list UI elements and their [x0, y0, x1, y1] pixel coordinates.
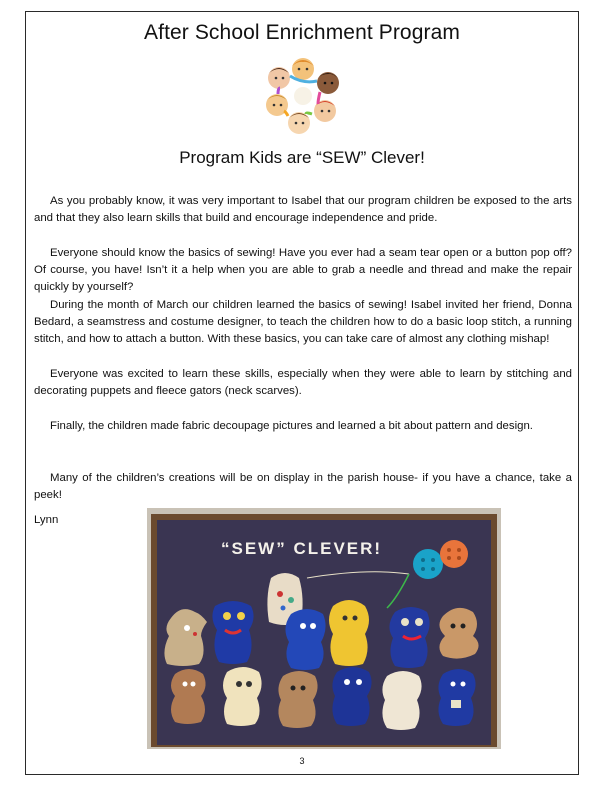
puppet: [382, 671, 421, 730]
document-page: [25, 11, 579, 775]
orange-button-icon: [440, 540, 468, 568]
paragraph: As you probably know, it was very important to Isabel that our program children be exposed to the arts and that they also learn skills that build and encourage independence and pride.: [34, 195, 572, 224]
puppet: [212, 601, 253, 664]
puppet: [278, 671, 317, 728]
puppet: [171, 669, 206, 724]
article-heading: Program Kids are “SEW” Clever!: [179, 148, 425, 167]
puppet: [285, 609, 325, 670]
kid-face-icon: [266, 58, 339, 134]
puppet: [439, 608, 478, 659]
page-title: After School Enrichment Program: [144, 21, 460, 44]
page-number: 3: [299, 756, 305, 766]
puppet: [223, 667, 262, 726]
puppet: [389, 607, 429, 668]
children-circle-logo: [262, 56, 344, 136]
paragraph: Many of the children’s creations will be on display in the parish house- if you have a chance, take a peek!: [34, 472, 572, 501]
puppet: [332, 667, 371, 726]
bulletin-board-photo: [147, 508, 501, 749]
paragraph: Finally, the children made fabric decoupage pictures and learned a bit about pattern and design.: [50, 420, 533, 432]
signature: Lynn: [34, 514, 59, 526]
board-title: “SEW” CLEVER!: [221, 539, 383, 558]
puppet: [329, 600, 369, 666]
paragraph: During the month of March our children learned the basics of sewing! Isabel invited her friend, Donna Bedard, a seamstress and costume designer, to teach the children how to do a basic loop stitch, a running stitch, and how to attach a button. With these basics, you can take care of almost any clothing mishap!: [34, 299, 572, 345]
puppet: [438, 669, 475, 726]
paragraph: Everyone should know the basics of sewing! Have you ever had a seam tear open or a button pop off? Of course, you have! Isn’t it a help when you are able to grab a needle and thread and make the repair quickly by yourself?: [34, 247, 572, 293]
blue-button-icon: [413, 549, 443, 579]
paragraph: Everyone was excited to learn these skills, especially when they were able to learn by stitching and decorating puppets and fleece gators (neck scarves).: [34, 368, 572, 397]
